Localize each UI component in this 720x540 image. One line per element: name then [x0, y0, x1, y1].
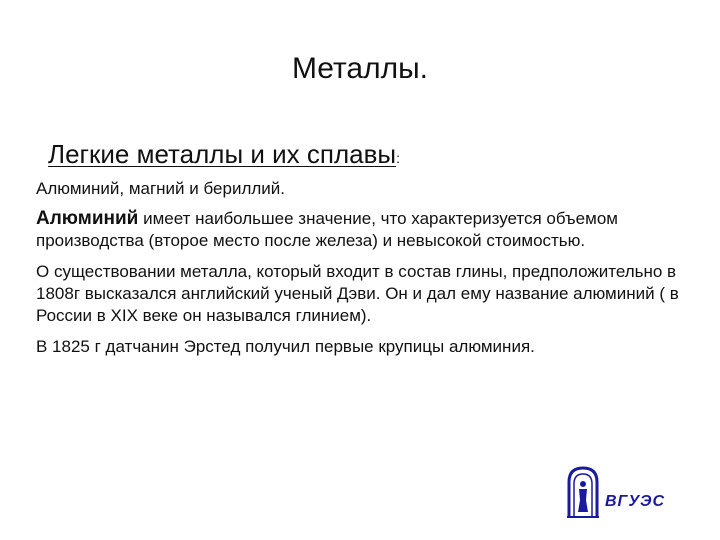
- paragraph-aluminium-importance: [36, 208, 696, 252]
- slide-title: Металлы.: [291, 52, 428, 85]
- paragraph-oersted: В 1825 г датчанин Эрстед получил первые крупицы алюминия.: [36, 337, 535, 356]
- body-text: [36, 178, 696, 367]
- paragraph-metals-list: Алюминий, магний и бериллий.: [36, 179, 285, 198]
- subtitle-colon: :: [396, 150, 400, 166]
- paragraph-aluminium-history: О существовании металла, который входит в состав глины, предположительно в 1808г высказался английский ученый Дэви. Он и дал ему название алюминий ( в России в XIX веке он назывался глинием).: [36, 262, 679, 325]
- lead-word: Алюминий: [36, 208, 139, 229]
- paragraph-aluminium-importance-text: имеет наибольшее значение, что характеризуется объемом производства (второе место после железа) и невысокой стоимостью.: [36, 209, 618, 250]
- logo: [565, 464, 677, 522]
- subtitle-text: Легкие металлы и их сплавы: [48, 139, 397, 169]
- slide-subtitle: [48, 138, 400, 174]
- university-emblem-icon: [565, 464, 601, 520]
- logo-text: ВГУЭС: [605, 493, 666, 510]
